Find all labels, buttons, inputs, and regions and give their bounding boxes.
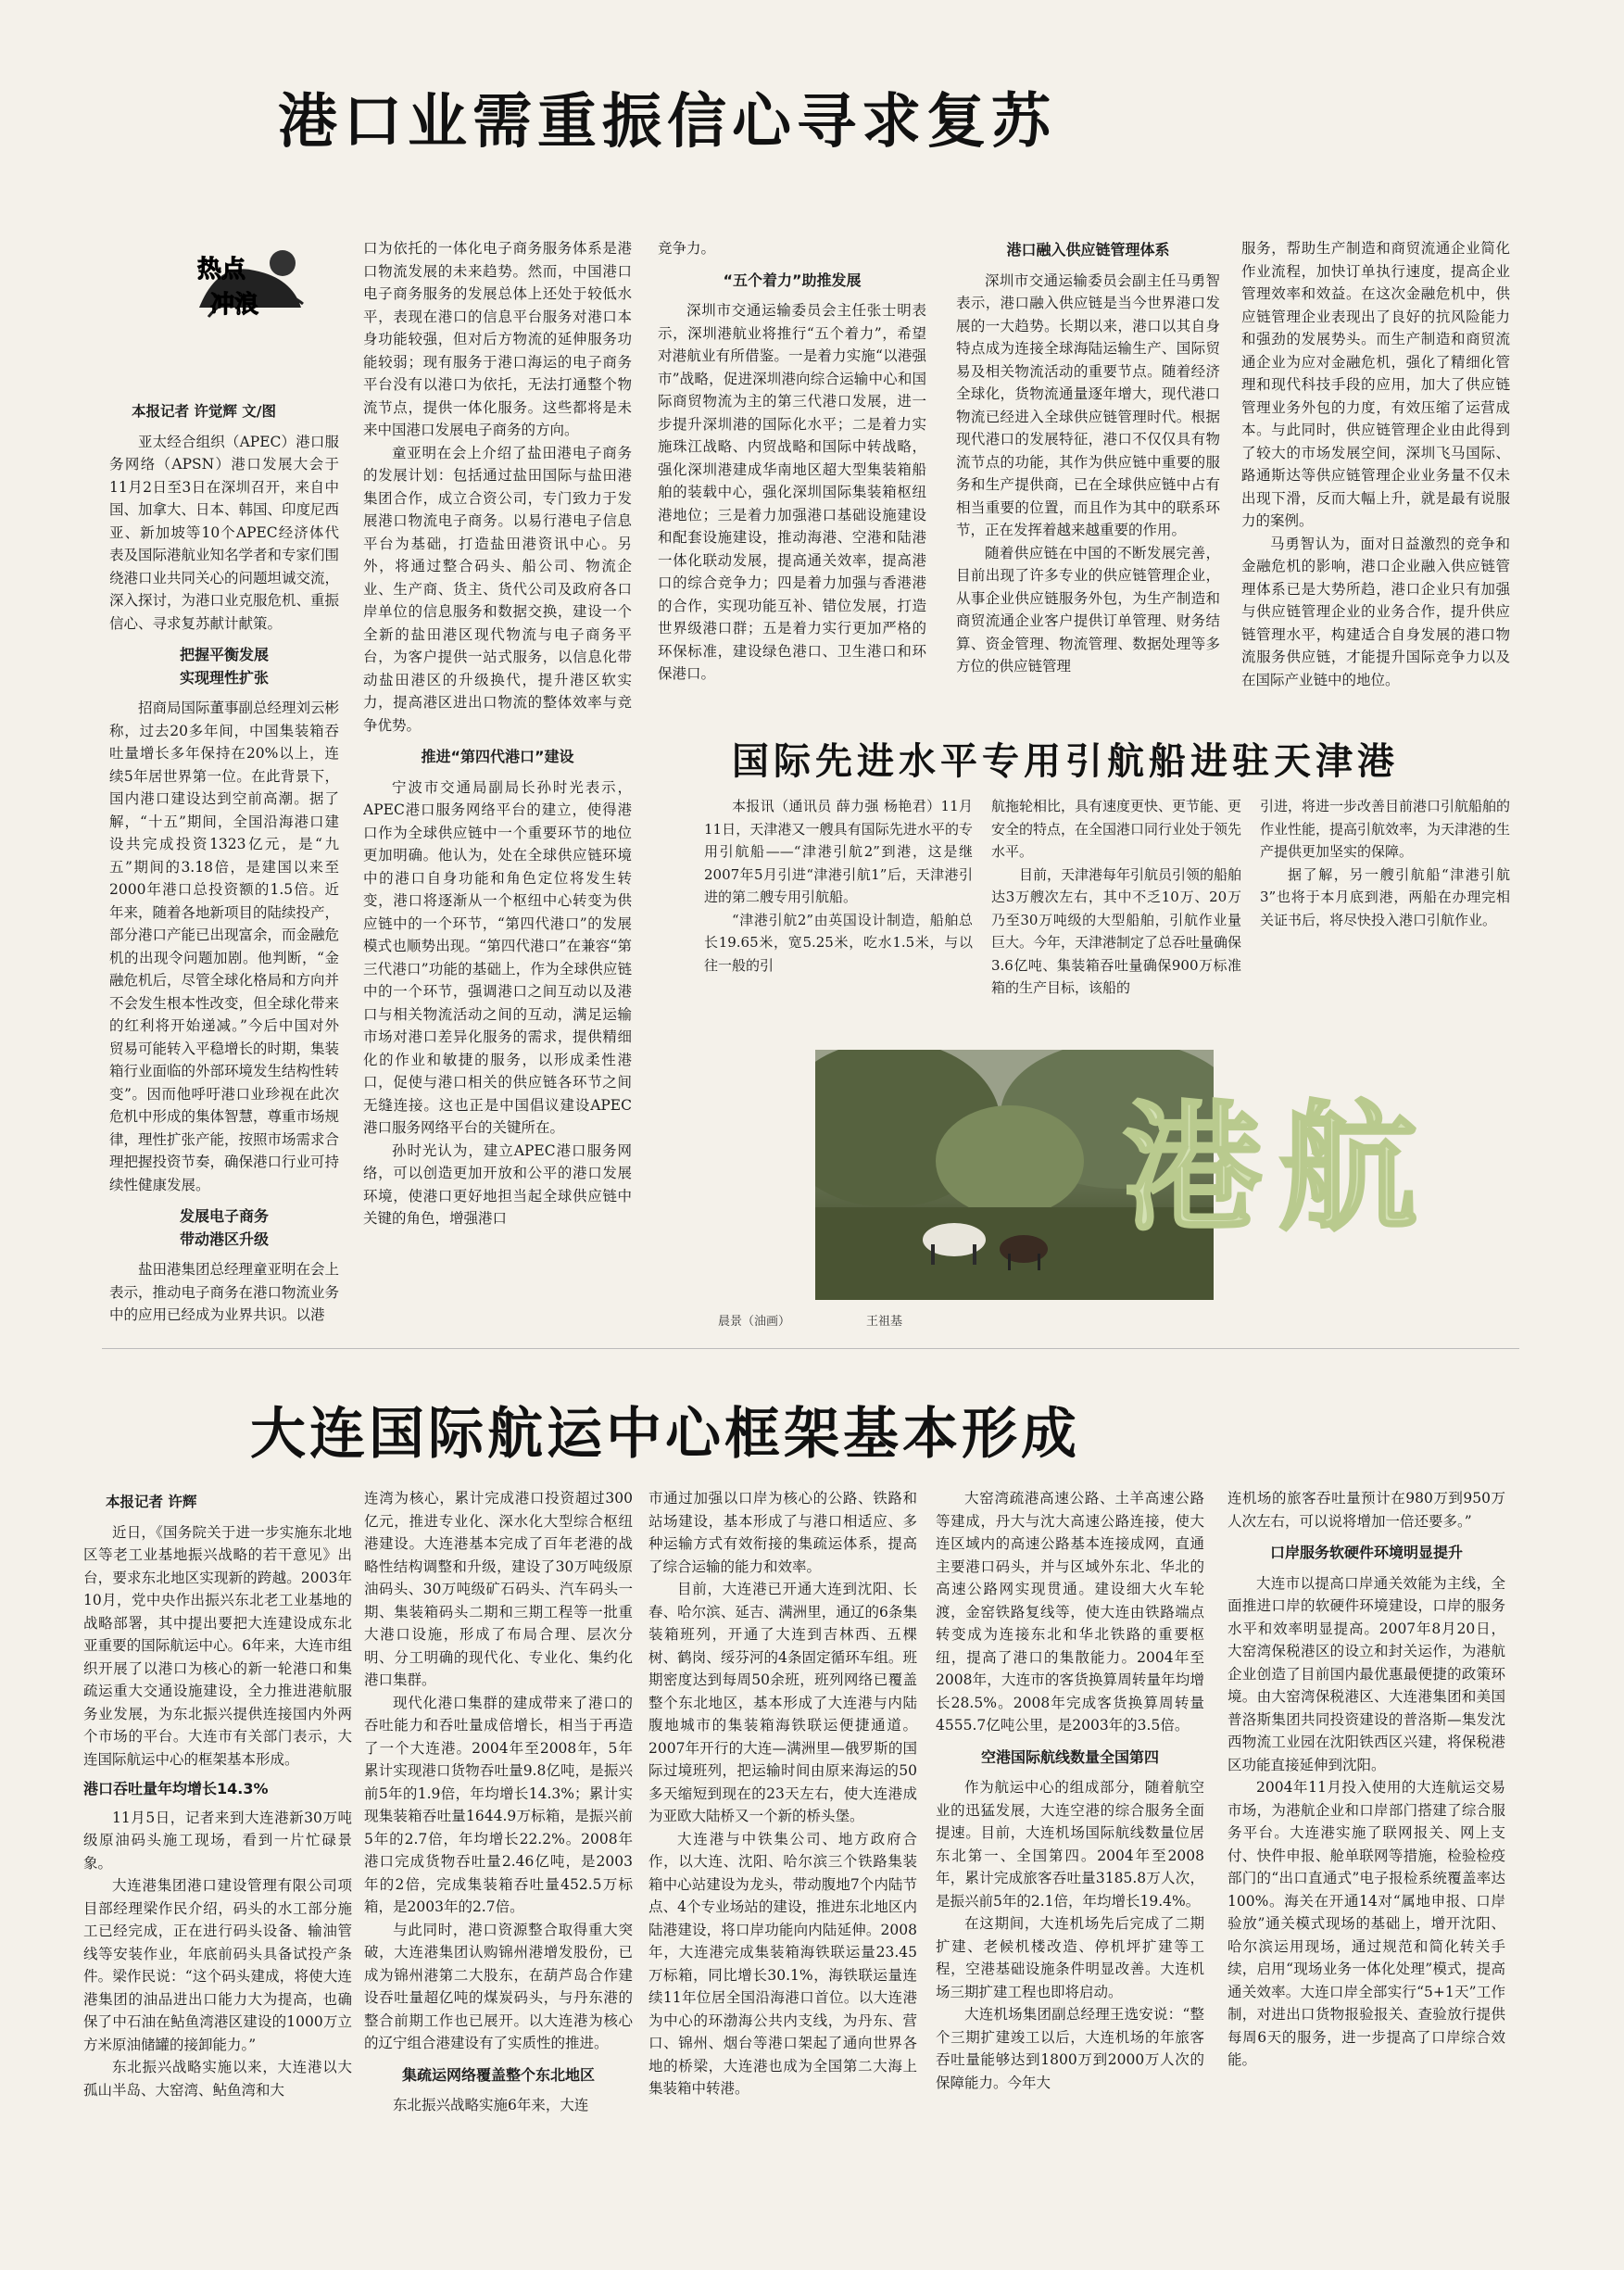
article3-column-2 <box>364 1487 633 2261</box>
article1-column-2 <box>363 237 632 1330</box>
paragraph: 深圳市交通运输委员会主任张士明表示，深圳港航业将推行“五个着力”，希望对港航业有所借鉴。一是着力实施“以港强市”战略，促进深圳港向综合运输中心和国际商贸物流为主的第三代港口发展，进一步提升深圳港的国际化水平；二是着力实施珠江战略、内贸战略和国际中转战略，强化深圳港建成华南地区超大型集装箱船舶的装载中心，强化深圳国际集装箱枢纽港地位；三是着力加强港口基础设施建设和配套设施建设，推动海港、空港和陆港一体化联动发展，提高通关效率，提高港口的综合竞争力；四是着力加强与香港港的合作，实现功能互补、错位发展，打造世界级港口群；五是着力实行更加严格的环保标准，建设绿色港口、卫生港口和环保港口。 <box>658 302 926 682</box>
paragraph: 11月5日，记者来到大连港新30万吨级原油码头施工现场，看到一片忙碌景象。 <box>83 1809 352 1872</box>
article3-column-4 <box>936 1487 1204 2261</box>
paragraph: 马勇智认为，面对日益激烈的竞争和金融危机的影响，港口企业融入供应链管理体系已是大势所趋，港口企业只有加强与供应链管理企业的业务合作，提升供应链管理水平，构建适合自身发展的港口物流服务供应链，才能提升国际竞争力以及在国际产业链中的地位。 <box>1241 535 1510 688</box>
paragraph: 本报讯（通讯员 薛力强 杨艳君）11月11日，天津港又一艘具有国际先进水平的专用引航船——“津港引航2”到港，这是继2007年5月引进“津港引航1”后，天津港引进的第二艘专用引航船。 <box>704 798 973 905</box>
subheading: “五个着力”助推发展 <box>723 271 862 289</box>
paragraph: 连机场的旅客吞吐量预计在980万到950万人次左右，可以说将增加一倍还要多。” <box>1227 1490 1505 1530</box>
article3-column-3 <box>648 1487 917 2261</box>
subheading: 发展电子商务 带动港区升级 <box>179 1207 269 1248</box>
paragraph: 服务，帮助生产制造和商贸流通企业简化作业流程，加快订单执行速度，提高企业管理效率和效益。在这次金融危机中，供应链管理企业表现出了良好的抗风险能力和强劲的发展势头。而生产制造和商贸流通企业为应对金融危机，强化了精细化管理和现代科技手段的应用，加大了供应链管理业务外包的力度，有效压缩了运营成本。与此同时，供应链管理企业由此得到了较大的市场发展空间，深圳飞马国际、路通斯达等供应链管理企业业务量不仅未出现下滑，反而大幅上升，就是最有说服力的案例。 <box>1241 240 1510 529</box>
paragraph: 现代化港口集群的建成带来了港口的吞吐能力和吞吐量成倍增长，相当于再造了一个大连港。2004年至2008年，5年累计实现港口货物吞吐量9.8亿吨，是振兴前5年的1.9倍，年均增长14.3%；累计实现集装箱吞吐量1644.9万标箱，是振兴前5年的2.7倍，年均增长22.2%。2008年港口完成货物吞吐量2.46亿吨，是2003年的2倍，完成集装箱吞吐量452.5万标箱，是2003年的2.7倍。 <box>364 1694 633 1915</box>
paragraph: 在这期间，大连机场先后完成了二期扩建、老候机楼改造、停机坪扩建等工程，空港基础设施条件明显改善。大连机场三期扩建工程也即将启动。 <box>936 1915 1204 2000</box>
article2-headline: 国际先进水平专用引航船进驻天津港 <box>732 740 1399 783</box>
paragraph: 近日，《国务院关于进一步实施东北地区等老工业基地振兴战略的若干意见》出台，要求东北地区实现新的跨越。2003年10月，党中央作出振兴东北老工业基地的战略部署，其中提出要把大连建设成东北亚重要的国际航运中心。6年来，大连市组织开展了以港口为核心的新一轮港口和集疏运重大交通设施建设，全力推进港航服务业发展，为东北振兴提供连接国内外两个市场的平台。大连市有关部门表示，大连国际航运中心的框架基本形成。 <box>83 1523 352 1768</box>
paragraph: “津港引航2”由英国设计制造，船舶总长19.65米，宽5.25米，吃水1.5米，与以往一般的引 <box>704 911 973 974</box>
article1-byline: 本报记者 许觉辉 文/图 <box>132 403 276 420</box>
paragraph: 东北振兴战略实施6年来，大连 <box>393 2097 589 2113</box>
paragraph: 东北振兴战略实施以来，大连港以大孤山半岛、大窑湾、鲇鱼湾和大 <box>83 2059 352 2099</box>
paragraph: 与此同时，港口资源整合取得重大突破，大连港集团认购锦州港增发股份，已成为锦州港第二大股东，在葫芦岛合作建设吞吐量超亿吨的煤炭码头，与丹东港的整合前期工作也已展开。以大连港为核心的辽宁组合港建设有了实质性的推进。 <box>364 1921 633 2051</box>
paragraph: 招商局国际董事副总经理刘云彬称，过去20多年间，中国集装箱吞吐量增长多年保持在20%以上，连续5年居世界第一位。在此背景下，国内港口建设达到空前高潮。据了解，“十五”期间，全国沿海港口建设共完成投资1323亿元，是“九五”期间的3.18倍，是建国以来至2000年港口总投资额的1.5倍。近年来，随着各地新项目的陆续投产，部分港口产能已出现富余，而金融危机的出现令问题加剧。他判断，“金融危机后，尽管全球化格局和方向并不会发生根本性改变，但全球化带来的红利将开始递减。”今后中国对外贸易可能转入平稳增长的时期，集装箱行业面临的外部环境发生结构性转变”。因而他呼吁港口业珍视在此次危机中形成的集体智慧，尊重市场规律，理性扩张产能，按照市场需求合理把握投资节奏，确保港口行业可持续性健康发展。 <box>109 700 339 1193</box>
subheading: 推进“第四代港口”建设 <box>421 748 574 765</box>
article3-byline: 本报记者 许辉 <box>106 1494 197 1510</box>
subheading: 空港国际航线数量全国第四 <box>980 1747 1159 1766</box>
article2-column-2 <box>991 795 1241 1017</box>
paragraph: 作为航运中心的组成部分，随着航空业的迅猛发展，大连空港的综合服务全面提速。目前，大连机场国际航线数量位居东北第一、全国第四。2004年至2008年，累计完成旅客吞吐量3185.8万人次，是振兴前5年的2.1倍，年均增长19.4%。 <box>936 1779 1204 1910</box>
paragraph: 亚太经合组织（APEC）港口服务网络（APSN）港口发展大会于11月2日至3日在深圳召开，来自中国、加拿大、日本、韩国、印度尼西亚、新加坡等10个APEC经济体代表及国际港航业知名学者和专家们围绕港口业共同关心的问题坦诚交流，深入探讨，为港口业克服危机、重振信心、寻求复苏献计献策。 <box>109 433 339 632</box>
paragraph: 市通过加强以口岸为核心的公路、铁路和站场建设，基本形成了与港口相适应、多种运输方式有效衔接的集疏运体系，提高了综合运输的能力和效率。 <box>648 1490 917 1575</box>
subheading: 港口融入供应链管理体系 <box>1006 241 1170 259</box>
paragraph: 据了解，另一艘引航船“津港引航3”也将于本月底到港，两船在办理完相关证书后，将尽快投入港口引航作业。 <box>1260 865 1510 928</box>
paragraph: 竞争力。 <box>658 240 716 257</box>
paragraph: 航拖轮相比，具有速度更快、更节能、更安全的特点，在全国港口同行业处于领先水平。 <box>991 798 1241 860</box>
subheading: 集疏运网络覆盖整个东北地区 <box>401 2065 595 2084</box>
paragraph: 大窑湾疏港高速公路、土羊高速公路等建成，丹大与沈大高速公路连接，使大连区域内的高速公路基本连接成网，直通主要港口码头，并与区域外东北、华北的高速公路网实现贯通。建设细大火车轮渡，金窑铁路复线等，使大连由铁路端点转变成为连接东北和华北铁路的重要枢纽，提高了港口的集散能力。2004年至2008年，大连市的客货换算周转量年均增长28.5%。2008年完成客货换算周转量4555.7亿吨公里，是2003年的3.5倍。 <box>936 1490 1204 1734</box>
article1-column-5 <box>1241 237 1510 705</box>
subheading: 把握平衡发展 实现理性扩张 <box>179 646 269 687</box>
article1-column-1 <box>109 397 339 1328</box>
article1-column-4 <box>956 237 1220 705</box>
paragraph: 大连港与中铁集公司、地方政府合作，以大连、沈阳、哈尔滨三个铁路集装箱中心站建设为龙头，带动腹地7个内陆节点、4个专业场站的建设，推进东北地区内陆港建设，将口岸功能向内陆延伸。2008年，大连港完成集装箱海铁联运量23.45万标箱，同比增长30.1%，海铁联运量连续11年位居全国沿海港口首位。以大连港为中心的环渤海公共内支线，为丹东、营口、锦州、烟台等港口架起了通向世界各地的桥梁，大连港也成为全国第二大海上集装箱中转港。 <box>648 1830 917 2097</box>
article2-column-3 <box>1260 795 1510 1017</box>
subheading: 港口吞吐量年均增长14.3% <box>83 1780 269 1797</box>
divider <box>102 1348 1519 1349</box>
paragraph: 孙时光认为，建立APEC港口服务网络，可以创造更加开放和公平的港口发展环境，使港口更好地担当起全球供应链中关键的角色，增强港口 <box>363 1141 632 1227</box>
article1-headline: 港口业需重振信心寻求复苏 <box>278 88 1056 157</box>
paragraph: 童亚明在会上介绍了盐田港电子商务的发展计划：包括通过盐田国际与盐田港集团合作，成立合资公司，专门致力于发展港口物流电子商务。以易行港电子信息平台为基础，打造盐田港资讯中心。另外，将通过整合码头、船公司、物流企业、生产商、货主、货代公司及政府各口岸单位的信息服务和数据交换，建设一个全新的盐田港区现代物流与电子商务平台，为客户提供一站式服务，以信息化带动盐田港区的升级换代，提升港区软实力，提高港区进出口物流的整体效率与竞争优势。 <box>363 444 632 734</box>
painting-caption-artist: 王祖基 <box>866 1315 903 1329</box>
paragraph: 目前，天津港每年引航员引领的船舶达3万艘次左右，其中不乏10万、20万乃至30万吨级的大型船舶，引航作业量巨大。今年，天津港制定了总吞吐量确保3.6亿吨、集装箱吞吐量确保900万标准箱的生产目标，该船的 <box>991 865 1241 996</box>
paragraph: 深圳市交通运输委员会副主任马勇智表示，港口融入供应链是当今世界港口发展的一大趋势。长期以来，港口以其自身特点成为连接全球海陆运输生产、国际贸易及相关物流活动的重要节点。随着经济全球化，货物流通量逐年增大，现代港口物流已经进入全球供应链管理时代。根据现代港口的发展特征，港口不仅仅具有物流节点的功能，其作为供应链中重要的服务和生产提供商，已在全球供应链中占有相当重要的位置，而且作为其中的联系环节，正在发挥着越来越重要的作用。 <box>956 271 1220 538</box>
article3-column-5 <box>1227 1487 1505 2261</box>
paragraph: 宁波市交通局副局长孙时光表示，APEC港口服务网络平台的建立，使得港口作为全球供应链中一个重要环节的地位更加明确。他认为，处在全球供应链环境中的港口自身功能和角色定位将发生转变，港口将逐渐从一个枢纽中心转变为供应链中的一个环节，“第四代港口”的发展模式也顺势出现。“第四代港口”在兼容“第三代港口”功能的基础上，作为全球供应链中的一个环节，强调港口之间互动以及港口与相关物流活动之间的互动，满足运输市场对港口差异化服务的需求，提供精细化的作业和敏捷的服务，以形成柔性港口，促使与港口相关的供应链各环节之间无缝连接。这也正是中国倡议建设APEC港口服务网络平台的关键所在。 <box>363 778 632 1136</box>
article3-headline: 大连国际航运中心框架基本形成 <box>250 1402 1080 1467</box>
article2-column-1 <box>704 795 973 1017</box>
article3-column-1 <box>83 1487 352 2261</box>
article1-column-3 <box>658 237 926 705</box>
paragraph: 大连机场集团副总经理王选安说：“整个三期扩建竣工以后，大连机场的年旅客吞吐量能够达到1800万到2000万人次的保障能力。今年大 <box>936 2006 1204 2091</box>
paragraph: 盐田港集团总经理童亚明在会上表示，推动电子商务在港口物流业务中的应用已经成为业界共识。以港 <box>109 1261 339 1323</box>
badge-line2: 冲浪 <box>210 291 259 319</box>
paragraph: 口为依托的一体化电子商务服务体系是港口物流发展的未来趋势。然而，中国港口电子商务服务的发展总体上还处于较低水平，表现在港口的信息平台服务对港口本身功能较强，但对后方物流的延伸服务功能较弱；现有服务于港口海运的电子商务平台没有以港口为依托，无法打通整个物流节点，提供一体化服务。这些都将是未来中国港口发展电子商务的方向。 <box>363 240 632 438</box>
section-column-name: 港航 <box>1123 1089 1435 1250</box>
paragraph: 大连市以提高口岸通关效能为主线，全面推进口岸的软硬件环境建设，口岸的服务水平和效率明显提高。2007年8月20日，大窑湾保税港区的设立和封关运作，为港航企业创造了目前国内最优惠最便捷的政策环境。由大窑湾保税港区、大连港集团和美国普洛斯集团共同投资建设的普洛斯—集发沈西物流工业园在沈阳铁西区兴建，将保税港区功能直接延伸到沈阳。 <box>1227 1574 1505 1773</box>
paragraph: 连湾为核心，累计完成港口投资超过300亿元，推进专业化、深水化大型综合枢纽港建设。大连港基本完成了百年老港的战略性结构调整和升级，建设了30万吨级原油码头、30万吨级矿石码头、汽车码头一期、集装箱码头二期和三期工程等一批重大港口设施，形成了布局合理、层次分明、分工明确的现代化、专业化、集约化港口集群。 <box>364 1490 633 1688</box>
paragraph: 目前，大连港已开通大连到沈阳、长春、哈尔滨、延吉、满洲里，通辽的6条集装箱班列，开通了大连到吉林西、五棵树、鹤岗、绥芬河的4条固定循环车组。班期密度达到每周50余班，班列网络已覆盖整个东北地区，基本形成了大连港与内陆腹地城市的集装箱海铁联运便捷通道。2007年开行的大连—满洲里—俄罗斯的国际过境班列，把运输时间由原来海运的50多天缩短到现在的23天左右，使大连港成为亚欧大陆桥又一个新的桥头堡。 <box>648 1581 917 1824</box>
paragraph: 2004年11月投入使用的大连航运交易市场，为港航企业和口岸部门搭建了综合服务平台。大连港实施了联网报关、网上支付、快件申报、舱单联网等措施，检验检疫部门的“出口直通式”电子报检系统覆盖率达100%。海关在开通14对“属地申报、口岸验放”通关模式现场的基础上，增开沈阳、哈尔滨运用现场，通过规范和简化转关手续，启用“现场业务一体化处理”模式，提高通关效率。大连口岸全部实行“5+1天”工作制，对进出口货物报验报关、查验放行提供每周6天的服务，进一步提高了口岸综合效能。 <box>1227 1779 1505 2068</box>
hot-topic-badge <box>190 243 310 326</box>
badge-line1: 热点 <box>197 256 246 284</box>
paragraph: 大连港集团港口建设管理有限公司项目部经理梁作民介绍，码头的水工部分施工已经完成，正在进行码头设备、输油管线等安装作业，年底前码头具备试投产条件。梁作民说：“这个码头建成，将使大连港集团的油品进出口能力大为提高，也确保了中石油在鲇鱼湾港区建设的1000万立方米原油储罐的接卸能力。” <box>83 1877 352 2053</box>
painting-caption-title: 晨景（油画） <box>718 1315 791 1329</box>
subheading: 口岸服务软硬件环境明显提升 <box>1269 1544 1463 1561</box>
paragraph: 引进，将进一步改善目前港口引航船舶的作业性能，提高引航效率，为天津港的生产提供更加坚实的保障。 <box>1260 798 1510 860</box>
paragraph: 随着供应链在中国的不断发展完善，目前出现了许多专业的供应链管理企业，从事企业供应链服务外包，为生产制造和商贸流通企业客户提供订单管理、财务结算、资金管理、物流管理、数据处理等多方位的供应链管理 <box>956 544 1220 675</box>
